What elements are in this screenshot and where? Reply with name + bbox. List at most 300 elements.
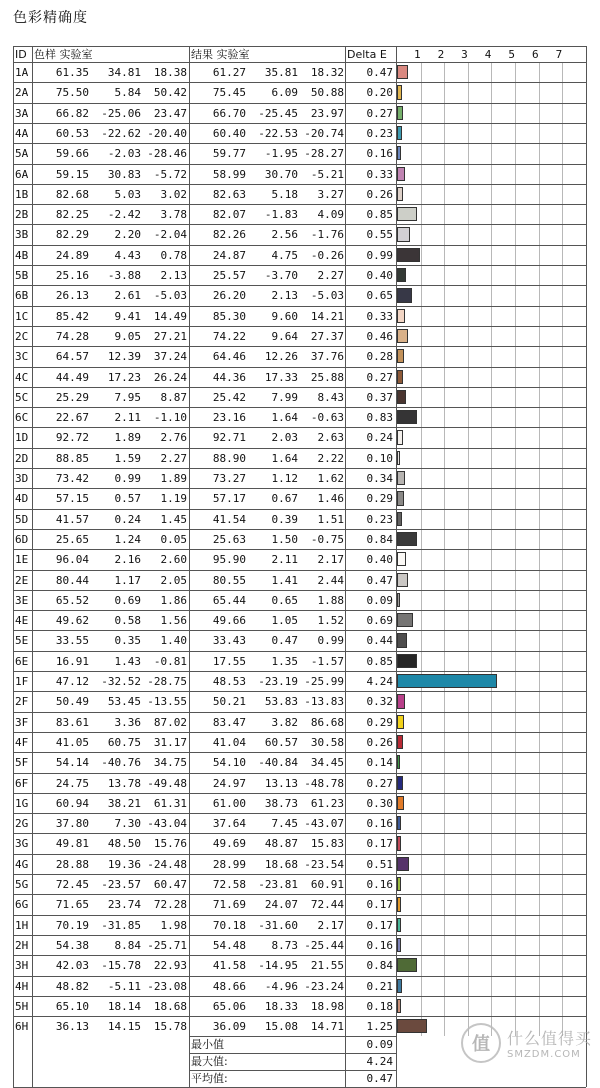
result-lab-value: 41.04	[212, 735, 246, 749]
delta-e-bar	[397, 633, 407, 647]
result-lab-value: 1.52	[317, 614, 344, 628]
sample-lab-value: 7.30	[114, 817, 141, 831]
sample-lab-value: 0.35	[114, 634, 141, 648]
delta-e-bar	[397, 85, 402, 99]
sample-lab-value: 0.24	[114, 512, 141, 526]
column-header-delta-e: Delta E	[347, 48, 387, 61]
result-lab-value: 9.60	[271, 309, 298, 323]
row-id: 4G	[15, 857, 29, 871]
delta-e-bar	[397, 776, 403, 790]
row-divider	[13, 793, 396, 794]
sample-lab-value: 2.27	[160, 451, 187, 465]
delta-e-value: 0.44	[366, 634, 393, 648]
result-lab-value: 4.75	[271, 248, 298, 262]
sample-lab-value: 38.21	[107, 796, 141, 810]
row-id: 2G	[15, 817, 29, 831]
sample-lab-value: 25.29	[55, 390, 89, 404]
delta-e-value: 0.27	[366, 106, 393, 120]
row-divider	[396, 468, 586, 469]
sample-lab-value: -5.72	[153, 167, 187, 181]
delta-e-bar	[397, 816, 401, 830]
delta-e-bar	[397, 451, 400, 465]
row-divider	[396, 143, 586, 144]
row-id: 1G	[15, 796, 29, 810]
row-divider	[396, 407, 586, 408]
sample-lab-value: 44.49	[55, 370, 89, 384]
row-divider	[396, 448, 586, 449]
result-lab-value: 3.82	[271, 715, 298, 729]
delta-e-bar	[397, 1019, 427, 1033]
delta-e-value: 0.85	[366, 654, 393, 668]
row-divider	[396, 164, 586, 165]
delta-e-bar	[397, 715, 404, 729]
delta-e-value: 0.09	[366, 593, 393, 607]
delta-e-bar	[397, 958, 417, 972]
row-id: 1H	[15, 918, 29, 932]
sample-lab-value: 34.75	[153, 756, 187, 770]
sample-lab-value: 74.28	[55, 329, 89, 343]
sample-lab-value: 33.55	[55, 634, 89, 648]
result-lab-value: 15.08	[264, 1020, 298, 1034]
result-lab-value: 70.18	[212, 918, 246, 932]
delta-e-bar	[397, 938, 401, 952]
row-id: 6D	[15, 532, 29, 546]
row-id: 2E	[15, 573, 29, 587]
result-lab-value: -20.74	[304, 126, 344, 140]
sample-lab-value: 0.58	[114, 614, 141, 628]
result-lab-value: 24.07	[264, 898, 298, 912]
result-lab-value: -48.78	[304, 776, 344, 790]
row-id: 3G	[15, 837, 29, 851]
row-divider	[13, 427, 396, 428]
sample-lab-value: 50.49	[55, 695, 89, 709]
sample-lab-value: 54.14	[55, 756, 89, 770]
sample-lab-value: 88.85	[55, 451, 89, 465]
sample-lab-value: 13.78	[107, 776, 141, 790]
row-divider	[396, 549, 586, 550]
row-divider	[13, 833, 396, 834]
delta-e-value: 0.16	[366, 938, 393, 952]
result-lab-value: 1.41	[271, 573, 298, 587]
result-lab-value: -1.57	[310, 654, 344, 668]
row-divider	[13, 367, 396, 368]
result-lab-value: 83.47	[212, 715, 246, 729]
row-divider	[13, 184, 396, 185]
row-id: 4C	[15, 370, 29, 384]
sample-lab-value: -2.03	[107, 147, 141, 161]
sample-lab-value: 3.02	[160, 187, 187, 201]
delta-e-value: 0.16	[366, 817, 393, 831]
sample-lab-value: 73.42	[55, 472, 89, 485]
sample-lab-value: 2.20	[114, 228, 141, 242]
delta-e-bar	[397, 410, 417, 424]
row-id: 3D	[15, 472, 29, 485]
row-divider	[396, 184, 586, 185]
row-divider	[396, 82, 586, 83]
sample-lab-value: 37.80	[55, 817, 89, 831]
row-divider	[396, 955, 586, 956]
sample-lab-value: 48.82	[55, 979, 89, 993]
result-lab-value: 9.64	[271, 329, 298, 343]
sample-lab-value: 5.03	[114, 187, 141, 201]
sample-lab-value: 60.47	[153, 878, 187, 891]
delta-e-bar	[397, 532, 417, 546]
sample-lab-value: 1.45	[160, 512, 187, 526]
result-lab-value: 21.55	[310, 959, 344, 973]
table-border-left	[13, 46, 14, 1087]
row-divider	[13, 996, 396, 997]
row-id: 2D	[15, 451, 29, 465]
row-divider	[13, 610, 396, 611]
row-divider	[13, 143, 396, 144]
result-lab-value: -23.19	[258, 675, 298, 688]
result-lab-value: 60.40	[212, 126, 246, 140]
result-lab-value: 61.27	[212, 66, 246, 79]
result-lab-value: 85.30	[212, 309, 246, 323]
result-lab-value: 4.09	[317, 208, 344, 222]
sample-lab-value: 65.10	[55, 999, 89, 1013]
result-lab-value: 23.97	[310, 106, 344, 120]
row-divider	[396, 651, 586, 652]
result-lab-value: 18.98	[310, 999, 344, 1013]
result-lab-value: 25.63	[212, 532, 246, 546]
delta-e-bar	[397, 755, 400, 769]
scale-tick-label: 4	[484, 48, 492, 61]
row-divider	[13, 712, 396, 713]
row-divider	[13, 46, 586, 47]
sample-lab-value: -23.08	[147, 979, 187, 993]
row-divider	[396, 610, 586, 611]
sample-lab-value: 75.50	[55, 86, 89, 100]
row-divider	[396, 833, 586, 834]
delta-e-value: 0.84	[366, 532, 393, 546]
sample-lab-value: 9.05	[114, 329, 141, 343]
result-lab-value: -14.95	[258, 959, 298, 973]
sample-lab-value: -25.06	[101, 106, 141, 120]
result-lab-value: 65.06	[212, 999, 246, 1013]
sample-lab-value: -3.88	[107, 269, 141, 282]
sample-lab-value: 87.02	[153, 715, 187, 729]
row-id: 3C	[15, 350, 29, 364]
sample-lab-value: 47.12	[55, 675, 89, 688]
delta-e-bar	[397, 349, 404, 363]
sample-lab-value: 2.05	[160, 573, 187, 587]
row-divider	[396, 367, 586, 368]
result-lab-value: 65.44	[212, 593, 246, 607]
row-divider	[396, 996, 586, 997]
row-divider	[396, 752, 586, 753]
result-lab-value: -1.76	[310, 228, 344, 242]
result-lab-value: 25.42	[212, 390, 246, 404]
delta-e-bar	[397, 918, 401, 932]
row-divider	[13, 935, 396, 936]
result-lab-value: 2.17	[317, 553, 344, 567]
sample-lab-value: 50.42	[153, 86, 187, 100]
delta-e-bar	[397, 512, 402, 526]
sample-lab-value: 2.13	[160, 269, 187, 282]
result-lab-value: -28.27	[304, 147, 344, 161]
sample-lab-value: -28.75	[147, 675, 187, 688]
delta-e-value: 0.83	[366, 411, 393, 425]
result-lab-value: 58.99	[212, 167, 246, 181]
sample-lab-value: 42.03	[55, 959, 89, 973]
row-divider	[13, 671, 396, 672]
result-lab-value: 25.57	[212, 269, 246, 282]
table-border-right	[586, 46, 587, 1087]
row-divider	[189, 1070, 396, 1071]
result-lab-value: -23.54	[304, 857, 344, 871]
result-lab-value: 82.07	[212, 208, 246, 222]
result-lab-value: 17.33	[264, 370, 298, 384]
sample-lab-value: 7.95	[114, 390, 141, 404]
row-divider	[396, 488, 586, 489]
row-divider	[396, 691, 586, 692]
delta-e-value: 0.85	[366, 208, 393, 222]
row-divider	[13, 62, 586, 63]
result-lab-value: 0.39	[271, 512, 298, 526]
delta-e-value: 0.14	[366, 756, 393, 770]
result-lab-value: 54.10	[212, 756, 246, 770]
row-id: 2H	[15, 938, 29, 952]
result-lab-value: 1.12	[271, 472, 298, 485]
sample-lab-value: 41.57	[55, 512, 89, 526]
sample-lab-value: -32.52	[101, 675, 141, 688]
result-lab-value: 2.17	[317, 918, 344, 932]
result-lab-value: 36.09	[212, 1020, 246, 1034]
row-id: 4H	[15, 979, 29, 993]
row-divider	[13, 346, 396, 347]
row-divider	[13, 387, 396, 388]
result-lab-value: 41.54	[212, 512, 246, 526]
result-lab-value: 5.18	[271, 187, 298, 201]
result-lab-value: 95.90	[212, 553, 246, 567]
sample-lab-value: 41.05	[55, 735, 89, 749]
row-divider	[396, 976, 586, 977]
sample-lab-value: 0.69	[114, 593, 141, 607]
result-lab-value: 37.76	[310, 350, 344, 364]
row-divider	[13, 773, 396, 774]
row-id: 1E	[15, 553, 29, 567]
row-divider	[13, 265, 396, 266]
sample-lab-value: 36.13	[55, 1020, 89, 1034]
row-divider	[396, 773, 586, 774]
delta-e-bar	[397, 167, 405, 181]
result-lab-value: -4.96	[264, 979, 298, 993]
row-divider	[13, 103, 396, 104]
delta-e-bar	[397, 248, 420, 262]
scale-tick-label: 3	[461, 48, 468, 61]
sample-lab-value: 85.42	[55, 309, 89, 323]
result-lab-value: 73.27	[212, 472, 246, 485]
row-divider	[13, 1016, 396, 1017]
sample-lab-value: 14.49	[153, 309, 187, 323]
row-id: 6G	[15, 898, 29, 912]
delta-e-bar	[397, 430, 403, 444]
sample-lab-value: 60.53	[55, 126, 89, 140]
row-divider	[396, 732, 586, 733]
sample-lab-value: -20.40	[147, 126, 187, 140]
delta-e-value: 0.32	[366, 695, 393, 709]
delta-e-value: 0.84	[366, 959, 393, 973]
result-lab-value: -1.95	[264, 147, 298, 161]
result-lab-value: 2.63	[317, 431, 344, 445]
sample-lab-value: -49.48	[147, 776, 187, 790]
row-id: 2C	[15, 329, 29, 343]
result-lab-value: 49.69	[212, 837, 246, 851]
sample-lab-value: 60.94	[55, 796, 89, 810]
result-lab-value: 71.69	[212, 898, 246, 912]
row-divider	[13, 955, 396, 956]
delta-e-bar	[397, 552, 406, 566]
sample-lab-value: 37.24	[153, 350, 187, 364]
row-id: 5E	[15, 634, 29, 648]
sample-lab-value: 0.05	[160, 532, 187, 546]
sample-lab-value: 82.68	[55, 187, 89, 201]
row-id: 6C	[15, 411, 29, 425]
footer-label: 平均值:	[191, 1072, 228, 1085]
result-lab-value: -3.70	[264, 269, 298, 282]
watermark-logo-icon: 值	[461, 1023, 501, 1063]
delta-e-bar	[397, 146, 401, 160]
sample-lab-value: 22.67	[55, 411, 89, 425]
footer-label: 最小值	[191, 1038, 224, 1052]
result-lab-value: -25.45	[258, 106, 298, 120]
row-divider	[396, 813, 586, 814]
sample-lab-value: 0.78	[160, 248, 187, 262]
result-lab-value: 24.87	[212, 248, 246, 262]
sample-lab-value: -40.76	[101, 756, 141, 770]
delta-e-value: 1.25	[366, 1020, 393, 1034]
result-lab-value: 86.68	[310, 715, 344, 729]
result-lab-value: 60.57	[264, 735, 298, 749]
result-lab-value: 38.73	[264, 796, 298, 810]
result-lab-value: -5.21	[310, 167, 344, 181]
result-lab-value: 59.77	[212, 147, 246, 161]
result-lab-value: 18.68	[264, 857, 298, 871]
row-divider	[396, 935, 586, 936]
delta-e-bar	[397, 593, 400, 607]
result-lab-value: -0.26	[310, 248, 344, 262]
delta-e-bar	[397, 573, 408, 587]
sample-lab-value: 23.74	[107, 898, 141, 912]
row-id: 6H	[15, 1020, 29, 1034]
sample-lab-value: 2.61	[114, 289, 141, 303]
row-id: 4A	[15, 126, 29, 140]
result-lab-value: 60.91	[310, 878, 344, 891]
delta-e-value: 0.16	[366, 878, 393, 891]
row-divider	[13, 529, 396, 530]
delta-e-value: 0.17	[366, 898, 393, 912]
delta-e-bar	[397, 857, 409, 871]
row-id: 4F	[15, 735, 29, 749]
delta-e-value: 0.28	[366, 350, 393, 364]
sample-lab-value: 28.88	[55, 857, 89, 871]
result-lab-value: 12.26	[264, 350, 298, 364]
column-divider	[189, 1036, 190, 1086]
sample-lab-value: 2.16	[114, 553, 141, 567]
result-lab-value: 92.71	[212, 431, 246, 445]
result-lab-value: 64.46	[212, 350, 246, 364]
result-lab-value: 14.21	[310, 309, 344, 323]
row-divider	[396, 123, 586, 124]
delta-e-value: 0.24	[366, 431, 393, 445]
sample-lab-value: 53.45	[107, 695, 141, 709]
row-divider	[13, 854, 396, 855]
result-lab-value: 34.45	[310, 756, 344, 770]
result-lab-value: 1.51	[317, 512, 344, 526]
delta-e-bar	[397, 735, 403, 749]
row-id: 5A	[15, 147, 29, 161]
row-divider	[13, 651, 396, 652]
sample-lab-value: 57.15	[55, 492, 89, 506]
result-lab-value: 41.58	[212, 959, 246, 973]
result-lab-value: 54.48	[212, 938, 246, 952]
delta-e-value: 0.23	[366, 512, 393, 526]
delta-e-bar	[397, 288, 412, 302]
result-lab-value: 48.87	[264, 837, 298, 851]
delta-e-bar	[397, 370, 403, 384]
delta-e-bar	[397, 268, 406, 282]
sample-lab-value: 24.75	[55, 776, 89, 790]
sample-lab-value: 2.11	[114, 411, 141, 425]
result-lab-value: -23.81	[258, 878, 298, 891]
row-id: 1B	[15, 187, 29, 201]
row-divider	[13, 590, 396, 591]
row-divider	[13, 245, 396, 246]
result-lab-value: 28.99	[212, 857, 246, 871]
sample-lab-value: 26.24	[153, 370, 187, 384]
row-divider	[13, 448, 396, 449]
footer-value: 0.47	[366, 1072, 393, 1085]
sample-lab-value: 1.89	[160, 472, 187, 485]
column-header-result: 结果 实验室	[191, 48, 250, 61]
sample-lab-value: -22.62	[101, 126, 141, 140]
row-id: 4E	[15, 614, 29, 628]
scale-tick-label: 1	[413, 48, 421, 61]
delta-e-bar	[397, 877, 401, 891]
sample-lab-value: 0.99	[114, 472, 141, 485]
sample-lab-value: 2.76	[160, 431, 187, 445]
footer-value: 0.09	[366, 1038, 393, 1052]
row-divider	[13, 488, 396, 489]
delta-e-value: 0.29	[366, 715, 393, 729]
sample-lab-value: 19.36	[107, 857, 141, 871]
row-divider	[13, 732, 396, 733]
sample-lab-value: 96.04	[55, 553, 89, 567]
delta-e-value: 0.37	[366, 390, 393, 404]
delta-e-value: 0.34	[366, 472, 393, 485]
result-lab-value: 0.47	[271, 634, 298, 648]
row-divider	[396, 285, 586, 286]
result-lab-value: -1.83	[264, 208, 298, 222]
row-divider	[13, 285, 396, 286]
result-lab-value: 0.99	[317, 634, 344, 648]
delta-e-value: 0.27	[366, 370, 393, 384]
sample-lab-value: 3.78	[160, 208, 187, 222]
row-id: 3F	[15, 715, 29, 729]
result-lab-value: 17.55	[212, 654, 246, 668]
result-lab-value: 48.66	[212, 979, 246, 993]
delta-e-value: 0.33	[366, 167, 393, 181]
sample-lab-value: -5.11	[107, 979, 141, 993]
delta-e-bar	[397, 126, 402, 140]
sample-lab-value: 80.44	[55, 573, 89, 587]
result-lab-value: 82.26	[212, 228, 246, 242]
delta-e-bar	[397, 979, 402, 993]
column-divider	[32, 46, 33, 1087]
row-divider	[396, 427, 586, 428]
result-lab-value: -31.60	[258, 918, 298, 932]
